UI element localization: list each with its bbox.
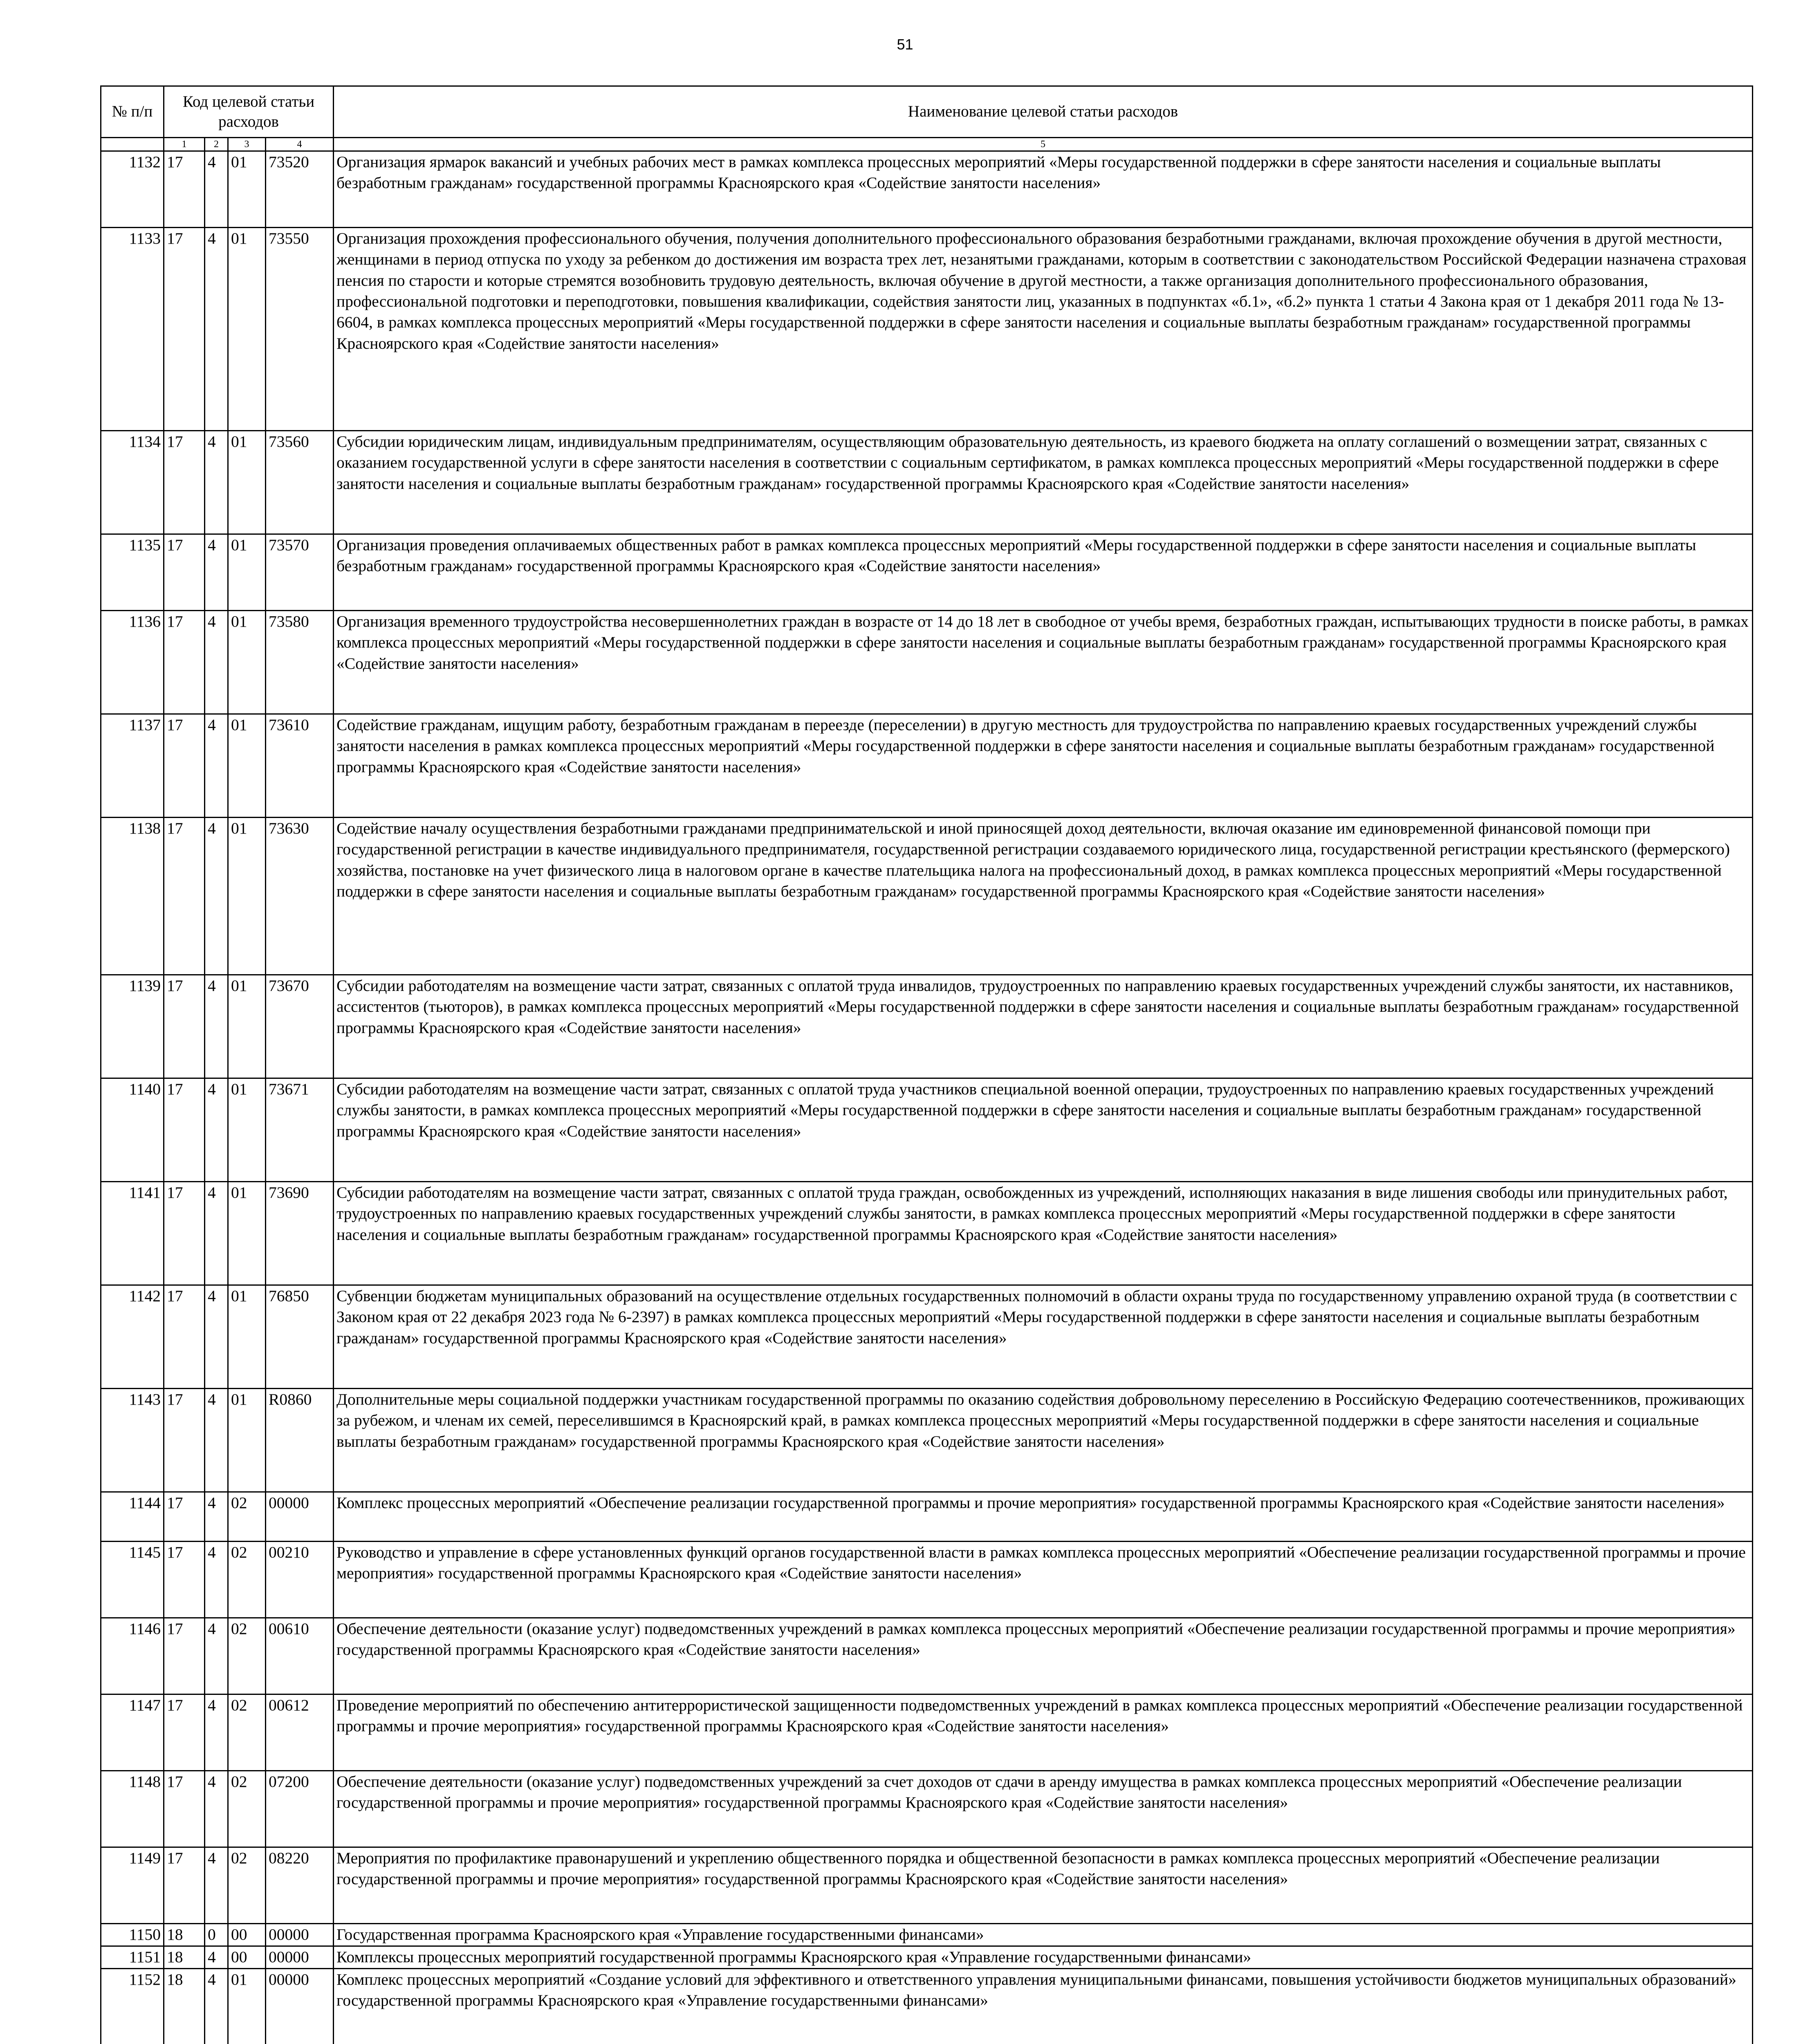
code-program: 17 xyxy=(164,975,205,1078)
row-number: 1150 xyxy=(101,1924,164,1946)
table-row xyxy=(101,611,1753,714)
table-row xyxy=(101,975,1753,1078)
code-program: 17 xyxy=(164,611,205,714)
header-name: Наименование целевой статьи расходов xyxy=(334,86,1753,138)
row-number: 1134 xyxy=(101,431,164,534)
code-complex: 02 xyxy=(228,1771,266,1847)
table-row xyxy=(101,1389,1753,1492)
code-direction: 73570 xyxy=(266,534,334,611)
code-complex: 01 xyxy=(228,151,266,228)
code-subprogram: 4 xyxy=(205,534,228,611)
code-complex: 00 xyxy=(228,1946,266,1969)
code-complex: 01 xyxy=(228,818,266,975)
code-subprogram: 4 xyxy=(205,151,228,228)
code-direction: 00000 xyxy=(266,1969,334,2044)
code-direction: 73520 xyxy=(266,151,334,228)
table-row xyxy=(101,1847,1753,1924)
row-name: Проведение мероприятий по обеспечению антитеррористической защищенности подведомственных учреждений в рамках комплекса процессных мероприятий «Обеспечение реализации государственной программы и прочие мероприятия» государственной программы Красноярского края «Содействие занятости населения» xyxy=(334,1694,1753,1771)
column-index-3: 3 xyxy=(228,138,266,151)
code-subprogram: 4 xyxy=(205,611,228,714)
code-complex: 01 xyxy=(228,1389,266,1492)
row-name: Организация временного трудоустройства несовершеннолетних граждан в возрасте от 14 до 18 лет в свободное от учебы время, безработных граждан, испытывающих трудности в поиске работы, в рамках комплекса процессных мероприятий «Меры государственной поддержки в сфере занятости населения и социальные выплаты безработным гражданам» государственной программы Красноярского края «Содействие занятости населения» xyxy=(334,611,1753,714)
row-number: 1136 xyxy=(101,611,164,714)
column-index-empty xyxy=(101,138,164,151)
row-number: 1151 xyxy=(101,1946,164,1969)
table-row xyxy=(101,1694,1753,1771)
code-program: 17 xyxy=(164,714,205,818)
table-row xyxy=(101,714,1753,818)
row-number: 1139 xyxy=(101,975,164,1078)
code-direction: 08220 xyxy=(266,1847,334,1924)
code-program: 17 xyxy=(164,1771,205,1847)
code-program: 17 xyxy=(164,1542,205,1618)
code-complex: 01 xyxy=(228,611,266,714)
row-number: 1148 xyxy=(101,1771,164,1847)
code-program: 17 xyxy=(164,1285,205,1389)
code-subprogram: 4 xyxy=(205,1542,228,1618)
code-direction: R0860 xyxy=(266,1389,334,1492)
code-complex: 01 xyxy=(228,228,266,431)
code-complex: 00 xyxy=(228,1924,266,1946)
code-direction: 07200 xyxy=(266,1771,334,1847)
code-subprogram: 4 xyxy=(205,1492,228,1542)
code-direction: 73580 xyxy=(266,611,334,714)
row-number: 1145 xyxy=(101,1542,164,1618)
code-program: 17 xyxy=(164,1182,205,1285)
row-name: Субвенции бюджетам муниципальных образований на осуществление отдельных государственных полномочий в области охраны труда по государственному управлению охраной труда (в соответствии с Законом края от 22 декабря 2023 года № 6-2397) в рамках комплекса процессных мероприятий «Меры государственной поддержки в сфере занятости населения и социальные выплаты безработным гражданам» государственной программы Красноярского края «Содействие занятости населения» xyxy=(334,1285,1753,1389)
code-program: 17 xyxy=(164,1389,205,1492)
code-subprogram: 4 xyxy=(205,1078,228,1182)
code-program: 17 xyxy=(164,1694,205,1771)
row-name: Комплекс процессных мероприятий «Обеспечение реализации государственной программы и прочие мероприятия» государственной программы Красноярского края «Содействие занятости населения» xyxy=(334,1492,1753,1542)
code-complex: 01 xyxy=(228,1969,266,2044)
row-number: 1135 xyxy=(101,534,164,611)
code-program: 17 xyxy=(164,1078,205,1182)
row-name: Комплекс процессных мероприятий «Создание условий для эффективного и ответственного управления муниципальными финансами, повышения устойчивости бюджетов муниципальных образований» государственной программы Красноярского края «Управление государственными финансами» xyxy=(334,1969,1753,2044)
row-number: 1140 xyxy=(101,1078,164,1182)
code-subprogram: 4 xyxy=(205,1389,228,1492)
code-program: 17 xyxy=(164,1847,205,1924)
code-subprogram: 4 xyxy=(205,975,228,1078)
target-expense-table xyxy=(100,85,1753,2044)
code-direction: 76850 xyxy=(266,1285,334,1389)
code-subprogram: 0 xyxy=(205,1924,228,1946)
code-program: 18 xyxy=(164,1946,205,1969)
row-name: Организация прохождения профессионального обучения, получения дополнительного профессионального образования безработными гражданами, включая прохождение обучения в другой местности, женщинами в период отпуска по уходу за ребенком до достижения им возраста трех лет, незанятыми гражданами, которым в соответствии с законодательством Российской Федерации назначена страховая пенсия по старости и которые стремятся возобновить трудовую деятельность, включая обучение в другой местности, а также организация дополнительного профессионального образования, профессиональной подготовки и переподготовки, повышения квалификации, содействия занятости лиц, указанных в подпунктах «б.1», «б.2» пункта 1 статьи 4 Закона края от 1 декабря 2011 года № 13-6604, в рамках комплекса процессных мероприятий «Меры государственной поддержки в сфере занятости населения и социальные выплаты безработным гражданам» государственной программы Красноярского края «Содействие занятости населения» xyxy=(334,228,1753,431)
code-program: 17 xyxy=(164,228,205,431)
row-name: Организация проведения оплачиваемых общественных работ в рамках комплекса процессных мероприятий «Меры государственной поддержки в сфере занятости населения и социальные выплаты безработным гражданам» государственной программы Красноярского края «Содействие занятости населения» xyxy=(334,534,1753,611)
table-row xyxy=(101,151,1753,228)
code-subprogram: 4 xyxy=(205,228,228,431)
column-index-5: 5 xyxy=(334,138,1753,151)
table-row xyxy=(101,1285,1753,1389)
code-complex: 01 xyxy=(228,975,266,1078)
code-direction: 73690 xyxy=(266,1182,334,1285)
table-body xyxy=(101,151,1753,2044)
header-num: № п/п xyxy=(101,86,164,138)
code-subprogram: 4 xyxy=(205,1618,228,1694)
row-name: Субсидии работодателям на возмещение части затрат, связанных с оплатой труда инвалидов, трудоустроенных по направлению краевых государственных учреждений службы занятости, их наставников, ассистентов (тьюторов), в рамках комплекса процессных мероприятий «Меры государственной поддержки в сфере занятости населения и социальные выплаты безработным гражданам» государственной программы Красноярского края «Содействие занятости населения» xyxy=(334,975,1753,1078)
table-row xyxy=(101,1969,1753,2044)
table-row xyxy=(101,431,1753,534)
code-subprogram: 4 xyxy=(205,1771,228,1847)
column-index-4: 4 xyxy=(266,138,334,151)
table-row xyxy=(101,1946,1753,1969)
row-number: 1138 xyxy=(101,818,164,975)
header-code: Код целевой статьи расходов xyxy=(164,86,334,138)
row-number: 1152 xyxy=(101,1969,164,2044)
row-name: Комплексы процессных мероприятий государственной программы Красноярского края «Управление государственными финансами» xyxy=(334,1946,1753,1969)
row-name: Обеспечение деятельности (оказание услуг) подведомственных учреждений за счет доходов от сдачи в аренду имущества в рамках комплекса процессных мероприятий «Обеспечение реализации государственной программы и прочие мероприятия» государственной программы Красноярского края «Содействие занятости населения» xyxy=(334,1771,1753,1847)
row-number: 1132 xyxy=(101,151,164,228)
code-complex: 02 xyxy=(228,1542,266,1618)
code-direction: 73550 xyxy=(266,228,334,431)
code-direction: 00610 xyxy=(266,1618,334,1694)
code-program: 17 xyxy=(164,151,205,228)
row-name: Субсидии работодателям на возмещение части затрат, связанных с оплатой труда граждан, освобожденных из учреждений, исполняющих наказания в виде лишения свободы или принудительных работ, трудоустроенных по направлению краевых государственных учреждений службы занятости, в рамках комплекса процессных мероприятий «Меры государственной поддержки в сфере занятости населения и социальные выплаты безработным гражданам» государственной программы Красноярского края «Содействие занятости населения» xyxy=(334,1182,1753,1285)
row-name: Субсидии юридическим лицам, индивидуальным предпринимателям, осуществляющим образовательную деятельность, из краевого бюджета на оплату соглашений о возмещении затрат, связанных с оказанием государственной услуги в сфере занятости населения в соответствии с социальным сертификатом, в рамках комплекса процессных мероприятий «Меры государственной поддержки в сфере занятости населения и социальные выплаты безработным гражданам» государственной программы Красноярского края «Содействие занятости населения» xyxy=(334,431,1753,534)
row-number: 1143 xyxy=(101,1389,164,1492)
row-number: 1146 xyxy=(101,1618,164,1694)
page-number: 51 xyxy=(897,36,913,53)
code-direction: 00000 xyxy=(266,1946,334,1969)
code-direction: 73610 xyxy=(266,714,334,818)
row-number: 1144 xyxy=(101,1492,164,1542)
row-number: 1147 xyxy=(101,1694,164,1771)
row-number: 1133 xyxy=(101,228,164,431)
code-subprogram: 4 xyxy=(205,1946,228,1969)
code-subprogram: 4 xyxy=(205,1285,228,1389)
code-direction: 00000 xyxy=(266,1924,334,1946)
code-direction: 73671 xyxy=(266,1078,334,1182)
table-row xyxy=(101,1078,1753,1182)
row-name: Дополнительные меры социальной поддержки участникам государственной программы по оказанию содействия добровольному переселению в Российскую Федерацию соотечественников, проживающих за рубежом, и членам их семей, переселившимся в Красноярский край, в рамках комплекса процессных мероприятий «Меры государственной поддержки в сфере занятости населения и социальные выплаты безработным гражданам» государственной программы Красноярского края «Содействие занятости населения» xyxy=(334,1389,1753,1492)
code-complex: 01 xyxy=(228,534,266,611)
column-index-1: 1 xyxy=(164,138,205,151)
row-name: Субсидии работодателям на возмещение части затрат, связанных с оплатой труда участников специальной военной операции, трудоустроенных по направлению краевых государственных учреждений службы занятости, в рамках комплекса процессных мероприятий «Меры государственной поддержки в сфере занятости населения и социальные выплаты безработным гражданам» государственной программы Красноярского края «Содействие занятости населения» xyxy=(334,1078,1753,1182)
column-index-2: 2 xyxy=(205,138,228,151)
code-direction: 73560 xyxy=(266,431,334,534)
code-program: 17 xyxy=(164,534,205,611)
code-complex: 02 xyxy=(228,1847,266,1924)
table-row xyxy=(101,1492,1753,1542)
table-row xyxy=(101,1771,1753,1847)
code-program: 17 xyxy=(164,431,205,534)
code-complex: 01 xyxy=(228,431,266,534)
code-subprogram: 4 xyxy=(205,714,228,818)
row-name: Обеспечение деятельности (оказание услуг) подведомственных учреждений в рамках комплекса процессных мероприятий «Обеспечение реализации государственной программы и прочие мероприятия» государственной программы Красноярского края «Содействие занятости населения» xyxy=(334,1618,1753,1694)
table-row xyxy=(101,818,1753,975)
code-complex: 02 xyxy=(228,1492,266,1542)
row-name: Организация ярмарок вакансий и учебных рабочих мест в рамках комплекса процессных мероприятий «Меры государственной поддержки в сфере занятости населения и социальные выплаты безработным гражданам» государственной программы Красноярского края «Содействие занятости населения» xyxy=(334,151,1753,228)
code-subprogram: 4 xyxy=(205,431,228,534)
table-row xyxy=(101,1182,1753,1285)
code-program: 18 xyxy=(164,1969,205,2044)
row-name: Содействие началу осуществления безработными гражданами предпринимательской и иной приносящей доход деятельности, включая оказание им единовременной финансовой помощи при государственной регистрации в качестве индивидуального предпринимателя, государственной регистрации создаваемого юридического лица, государственной регистрации крестьянского (фермерского) хозяйства, постановке на учет физического лица в налоговом органе в качестве плательщика налога на профессиональный доход, в рамках комплекса процессных мероприятий «Меры государственной поддержки в сфере занятости населения и социальные выплаты безработным гражданам» государственной программы Красноярского края «Содействие занятости населения» xyxy=(334,818,1753,975)
code-complex: 01 xyxy=(228,1285,266,1389)
column-index-row xyxy=(101,138,1753,151)
header-row xyxy=(101,86,1753,138)
row-number: 1137 xyxy=(101,714,164,818)
row-name: Руководство и управление в сфере установленных функций органов государственной власти в рамках комплекса процессных мероприятий «Обеспечение реализации государственной программы и прочие мероприятия» государственной программы Красноярского края «Содействие занятости населения» xyxy=(334,1542,1753,1618)
code-direction: 00210 xyxy=(266,1542,334,1618)
table-row xyxy=(101,1618,1753,1694)
code-direction: 73630 xyxy=(266,818,334,975)
table-row xyxy=(101,1924,1753,1946)
code-direction: 73670 xyxy=(266,975,334,1078)
row-name: Государственная программа Красноярского края «Управление государственными финансами» xyxy=(334,1924,1753,1946)
code-complex: 01 xyxy=(228,714,266,818)
code-subprogram: 4 xyxy=(205,1694,228,1771)
code-subprogram: 4 xyxy=(205,1969,228,2044)
code-complex: 01 xyxy=(228,1182,266,1285)
code-complex: 02 xyxy=(228,1618,266,1694)
row-number: 1149 xyxy=(101,1847,164,1924)
row-name: Содействие гражданам, ищущим работу, безработным гражданам в переезде (переселении) в другую местность для трудоустройства по направлению краевых государственных учреждений службы занятости населения в рамках комплекса процессных мероприятий «Меры государственной поддержки в сфере занятости населения и социальные выплаты безработным гражданам» государственной программы Красноярского края «Содействие занятости населения» xyxy=(334,714,1753,818)
code-program: 17 xyxy=(164,1492,205,1542)
row-number: 1142 xyxy=(101,1285,164,1389)
code-program: 17 xyxy=(164,818,205,975)
code-program: 18 xyxy=(164,1924,205,1946)
code-program: 17 xyxy=(164,1618,205,1694)
code-direction: 00000 xyxy=(266,1492,334,1542)
code-subprogram: 4 xyxy=(205,1847,228,1924)
code-subprogram: 4 xyxy=(205,818,228,975)
code-direction: 00612 xyxy=(266,1694,334,1771)
table-row xyxy=(101,1542,1753,1618)
row-number: 1141 xyxy=(101,1182,164,1285)
code-complex: 02 xyxy=(228,1694,266,1771)
row-name: Мероприятия по профилактике правонарушений и укреплению общественного порядка и общественной безопасности в рамках комплекса процессных мероприятий «Обеспечение реализации государственной программы и прочие мероприятия» государственной программы Красноярского края «Содействие занятости населения» xyxy=(334,1847,1753,1924)
table-row xyxy=(101,228,1753,431)
code-subprogram: 4 xyxy=(205,1182,228,1285)
table-row xyxy=(101,534,1753,611)
code-complex: 01 xyxy=(228,1078,266,1182)
